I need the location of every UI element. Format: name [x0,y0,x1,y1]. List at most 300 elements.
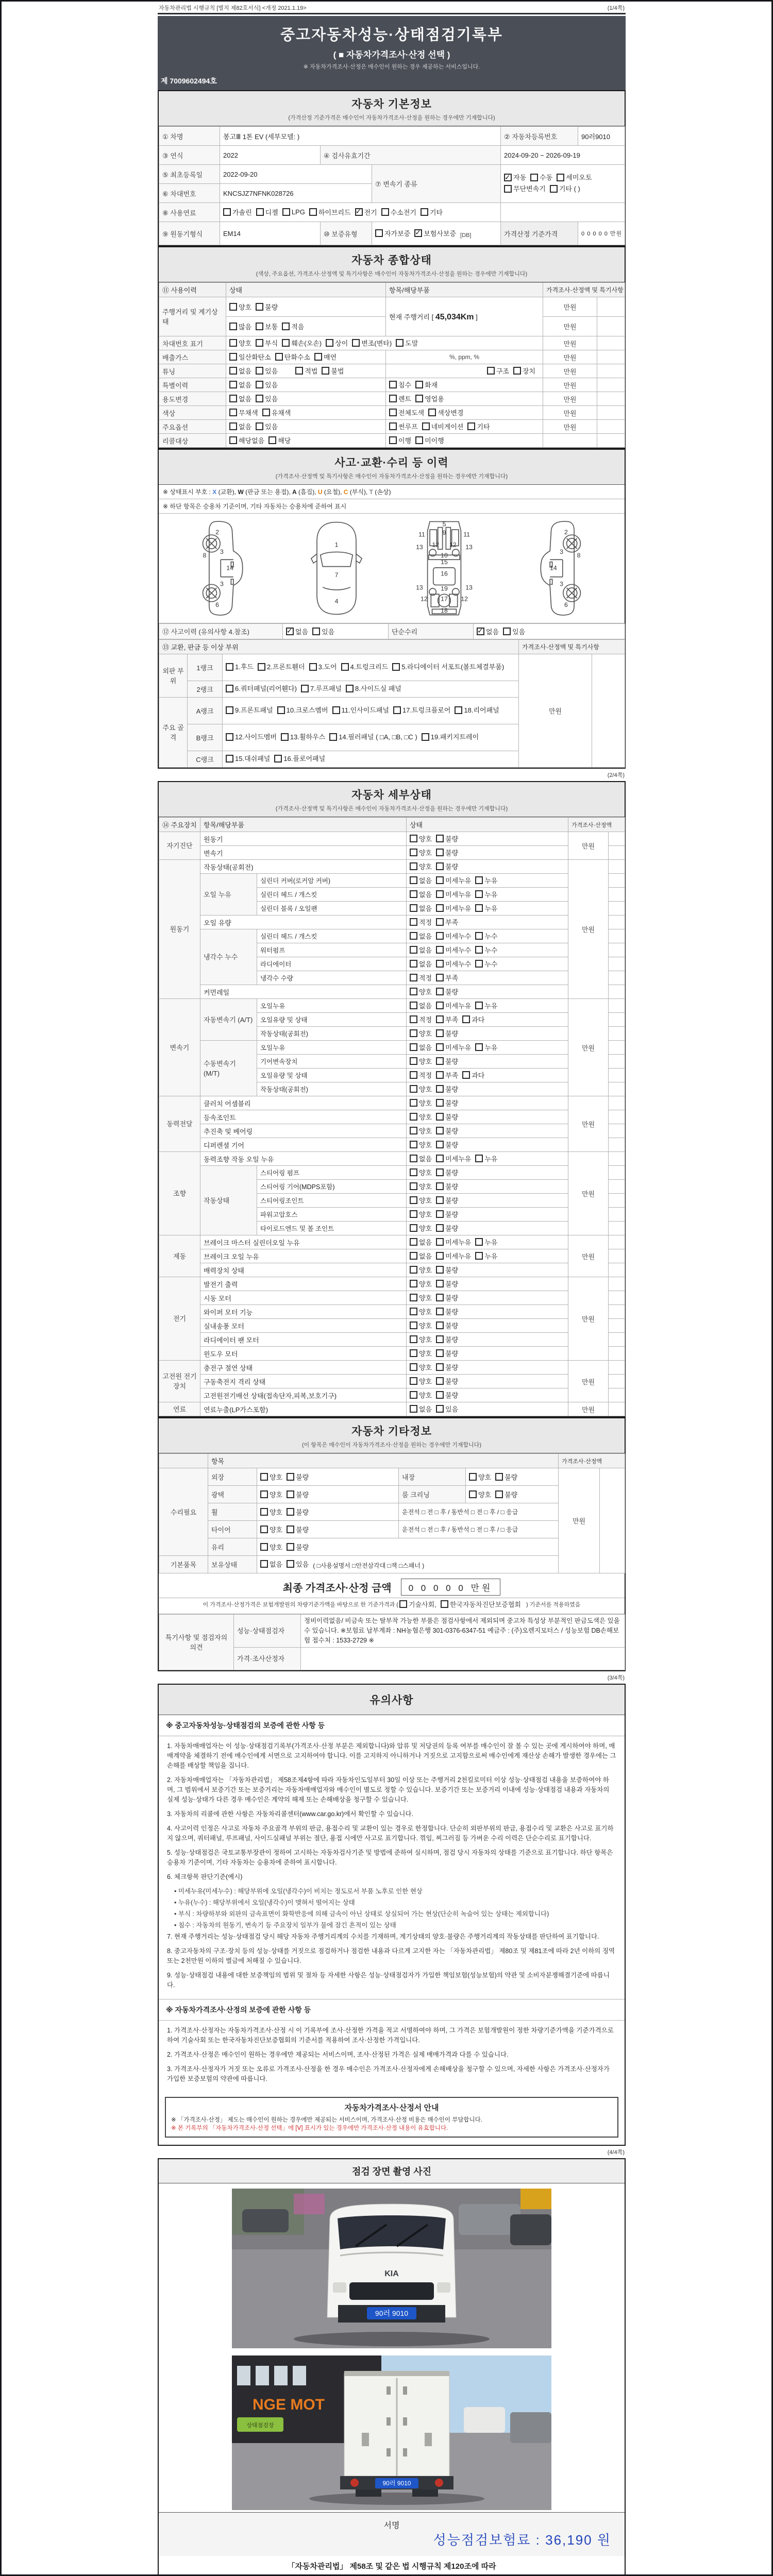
checkbox[interactable] [475,946,483,954]
checkbox[interactable] [530,174,538,181]
checkbox[interactable] [260,1560,268,1568]
label-warranty: ⑩ 보증유형 [321,222,372,245]
checkbox[interactable] [410,862,417,870]
cautions-list-2 [159,2021,625,2093]
checkbox[interactable] [260,1526,268,1533]
checkbox-label: 유채색 [271,409,291,417]
checkbox-label: 누유 [484,1044,498,1052]
checkbox[interactable] [436,1015,444,1023]
blank-cell [609,943,625,957]
checkbox[interactable] [410,1210,417,1218]
checkbox[interactable] [436,1335,444,1343]
checkbox[interactable] [410,918,417,926]
detail-col-device: ⑭ 주요장치 [159,818,200,832]
final-price-note [159,1598,625,1614]
checkbox[interactable] [436,1280,444,1287]
checkbox[interactable] [475,1252,483,1260]
detail-item-label: 오일유량 및 상태 [257,1069,407,1082]
checkbox[interactable] [477,628,484,635]
checkbox[interactable] [355,208,363,216]
detail-state-options [407,1194,568,1208]
checkbox[interactable] [410,1168,417,1176]
exterior-options [257,1468,399,1486]
checkbox-label: 13.휠하우스 [290,733,326,741]
checkbox[interactable] [410,1057,417,1065]
checkbox-option [436,1293,458,1302]
checkbox[interactable] [410,1182,417,1190]
checkbox[interactable] [256,303,263,311]
checkbox[interactable] [436,1321,444,1329]
row-tuning-label: 튜닝 [159,364,226,378]
checkbox[interactable] [410,960,417,968]
checkbox[interactable] [282,208,290,216]
checkbox[interactable] [436,835,444,842]
checkbox[interactable] [389,409,397,416]
checkbox[interactable] [322,367,329,375]
checkbox[interactable] [504,185,512,193]
checkbox[interactable] [229,381,237,388]
checkbox[interactable] [410,1335,417,1343]
checkbox-option [436,987,458,996]
checkbox[interactable] [287,1526,294,1533]
checkbox-label: 없음 [295,628,309,636]
checkbox[interactable] [410,1349,417,1357]
checkbox[interactable] [436,918,444,926]
checkbox-label: 있음 [265,381,278,389]
checkbox-label: 양호 [270,1508,283,1516]
checkbox[interactable] [229,395,237,402]
checkbox[interactable] [436,1349,444,1357]
checkbox[interactable] [436,1308,444,1315]
checkbox[interactable] [410,1085,417,1093]
checkbox[interactable] [421,208,428,216]
checkbox-label: 불량 [445,1350,459,1358]
checkbox[interactable] [495,1490,503,1498]
checkbox[interactable] [495,1473,503,1481]
checkbox[interactable] [410,1043,417,1051]
checkbox[interactable] [346,685,354,692]
checkbox[interactable] [410,890,417,898]
checkbox[interactable] [436,862,444,870]
checkbox[interactable] [410,1113,417,1121]
checkbox-option [410,1084,432,1094]
checkbox[interactable] [469,1490,477,1498]
checkbox[interactable] [309,208,317,216]
checkbox[interactable] [410,1029,417,1037]
checkbox[interactable] [309,663,317,671]
checkbox-label: 양호 [270,1473,283,1481]
checkbox[interactable] [436,988,444,995]
checkbox[interactable] [441,1600,448,1608]
document-title: 중고자동차성능·상태점검기록부 [280,27,503,43]
checkbox[interactable] [229,323,237,330]
caution-paragraph: • 미세누유(미세누수) : 해당부위에 오일(냉각수)이 비치는 정도로서 부품 노후로 인한 현상 [174,1888,423,1895]
checkbox[interactable] [436,1057,444,1065]
checkbox[interactable] [436,960,444,968]
detail-row [159,860,625,874]
checkbox[interactable] [260,1473,268,1481]
checkbox-option [436,1014,458,1024]
cautions-section [158,1684,626,2146]
checkbox[interactable] [226,755,233,762]
checkbox[interactable] [410,904,417,912]
checkbox[interactable] [503,628,511,635]
checkbox[interactable] [475,1002,483,1009]
checkbox-label: 영업용 [425,395,444,403]
checkbox[interactable] [415,395,423,402]
checkbox[interactable] [410,1099,417,1107]
checkbox[interactable] [256,208,264,216]
checkbox[interactable] [487,367,495,375]
checkbox[interactable] [422,422,430,430]
checkbox[interactable] [475,876,483,884]
checkbox[interactable] [410,1252,417,1260]
checkbox[interactable] [410,1363,417,1371]
checkbox-label: 이행 [398,437,412,445]
checkbox[interactable] [396,339,404,347]
checkbox[interactable] [475,1155,483,1162]
checkbox[interactable] [410,835,417,842]
checkbox[interactable] [436,1168,444,1176]
checkbox[interactable] [268,436,276,444]
checkbox[interactable] [260,1508,268,1516]
checkbox[interactable] [436,1391,444,1399]
checkbox[interactable] [475,932,483,940]
checkbox[interactable] [467,422,475,430]
checkbox[interactable] [475,960,483,968]
checkbox-label: 있음 [322,628,335,636]
checkbox[interactable] [332,706,340,714]
checkbox[interactable] [410,1238,417,1246]
checkbox-label: 누수 [484,933,498,940]
checkbox-label: 기타 [477,423,490,431]
checkbox[interactable] [469,1473,477,1481]
inspector-comment: 정비이력없음/ 비금속 또는 탈부착 가능한 부품은 점검사항에서 제외되며 중고차 특성상 부분적인 판금도색은 있을 수 있습니다. ※보험료 납부계좌 : NH농협은행 301-0376-6347-51 예금주 : (주)오렌지모터스 / 성능보험 DB손해보험 접수처 : 1533-2729 ※ [301,1615,625,1648]
checkbox[interactable] [277,706,285,714]
checkbox[interactable] [410,1280,417,1287]
detail-col-state: 상태 [407,818,568,832]
checkbox[interactable] [256,381,263,388]
checkbox[interactable] [410,1015,417,1023]
value-car-name: 봉고Ⅲ 1톤 EV (세부모델: ) [220,127,501,146]
checkbox[interactable] [410,1405,417,1413]
checkbox[interactable] [436,876,444,884]
checkbox[interactable] [436,1029,444,1037]
detail-item-label: 실린더 헤드 / 개스킷 [257,888,407,902]
checkbox-label: 양호 [419,988,432,996]
checkbox[interactable] [436,1266,444,1274]
mileage-state-options [226,297,386,317]
option-kind-options [386,420,543,434]
checkbox-option [410,1362,432,1372]
checkbox-label: 양호 [270,1490,283,1499]
checkbox[interactable] [410,1155,417,1162]
checkbox[interactable] [415,436,423,444]
checkbox[interactable] [256,367,263,375]
checkbox[interactable] [436,1127,444,1134]
checkbox-label: 누유 [484,891,498,899]
checkbox[interactable] [258,663,265,671]
transmission-options [501,165,625,203]
checkbox[interactable] [287,1543,294,1551]
checkbox[interactable] [229,409,237,416]
divider [158,13,626,14]
checkbox[interactable] [226,733,233,741]
checkbox[interactable] [229,422,237,430]
checkbox[interactable] [389,436,397,444]
checkbox[interactable] [436,890,444,898]
checkbox[interactable] [256,395,263,402]
checkbox[interactable] [410,1196,417,1204]
svg-text:15: 15 [440,558,448,566]
detail-item-label: 원동기 [200,832,407,846]
checkbox[interactable] [436,1224,444,1232]
checkbox[interactable] [329,733,337,741]
cautions-list-1 [159,1736,625,1999]
detail-state-options [407,1110,568,1124]
checkbox-label: 적정 [419,919,432,926]
checkbox[interactable] [475,904,483,912]
checkbox[interactable] [256,339,263,347]
checkbox[interactable] [381,208,389,216]
svg-text:12: 12 [461,595,468,603]
detail-state-options [407,1041,568,1055]
checkbox-label: 불량 [445,835,459,843]
emission-units: %, ppm, % [386,350,543,364]
checkbox[interactable] [410,974,417,981]
checkbox-label: 양호 [419,1197,432,1205]
confirm-line-1: 「자동차관리법」 제58조 및 같은 법 시행규칙 제120조에 따라 [287,2562,496,2571]
checkbox[interactable] [410,932,417,940]
checkbox-option [475,889,497,899]
detail-state-options [407,1027,568,1041]
checkbox[interactable] [436,1002,444,1009]
checkbox[interactable] [436,1252,444,1260]
checkbox[interactable] [475,890,483,898]
checkbox-option [436,1376,458,1386]
checkbox[interactable] [282,323,290,330]
checkbox[interactable] [415,381,423,388]
checkbox-label: 누수 [484,960,498,968]
checkbox[interactable] [256,323,263,330]
checkbox-option [223,207,252,217]
checkbox[interactable] [410,1141,417,1148]
svg-text:8: 8 [203,551,207,559]
checkbox[interactable] [410,1391,417,1399]
money-cell: 만원 [568,999,609,1096]
checkbox-option [410,1056,432,1066]
checkbox-option [410,1320,432,1330]
checkbox-label: 불량 [445,1099,459,1107]
checkbox[interactable] [352,339,360,347]
checkbox[interactable] [229,339,237,347]
checkbox[interactable] [312,628,320,635]
checkbox-label: 한국자동차진단보증협회 [449,1601,521,1608]
checkbox[interactable] [262,409,270,416]
checkbox[interactable] [436,904,444,912]
legend-segment: A [292,488,297,496]
checkbox[interactable] [389,422,397,430]
checkbox[interactable] [229,303,237,311]
svg-text:14: 14 [550,564,557,572]
checkbox-option [226,705,273,715]
checkbox[interactable] [314,353,322,361]
checkbox[interactable] [287,1560,294,1568]
checkbox-option [436,1334,458,1344]
checkbox[interactable] [282,339,290,347]
checkbox[interactable] [436,1238,444,1246]
checkbox[interactable] [410,1127,417,1134]
checkbox[interactable] [229,353,237,361]
warranty-note: [DB] [460,232,472,239]
checkbox[interactable] [550,185,558,193]
checkbox[interactable] [504,174,512,181]
checkbox[interactable] [375,229,383,237]
checkbox[interactable] [410,1377,417,1385]
checkbox-option [410,1376,432,1386]
detail-item-label: 등속조인트 [200,1110,407,1124]
checkbox[interactable] [410,1224,417,1232]
device-group-label: 원동기 [159,860,200,999]
svg-text:2: 2 [564,529,568,536]
checkbox[interactable] [287,1508,294,1516]
checkbox[interactable] [229,436,237,444]
checkbox[interactable] [436,946,444,954]
checkbox[interactable] [260,1543,268,1551]
checkbox[interactable] [223,208,231,216]
checkbox[interactable] [410,876,417,884]
checkbox[interactable] [475,1043,483,1051]
checkbox[interactable] [410,1294,417,1301]
checkbox[interactable] [393,706,401,714]
checkbox[interactable] [226,685,233,692]
checkbox[interactable] [436,1377,444,1385]
device-group-label: 전기 [159,1277,200,1361]
detail-table [159,817,625,1416]
detail-state-options [407,902,568,916]
checkbox[interactable] [287,1473,294,1481]
checkbox[interactable] [256,422,263,430]
checkbox-option [475,1237,497,1247]
svg-text:3: 3 [560,548,564,556]
checkbox[interactable] [389,395,397,402]
blank-cell [597,392,625,406]
detail-state-options [407,832,568,846]
label-fuel: ⑧ 사용연료 [159,203,220,222]
checkbox-option [436,1001,471,1010]
checkbox[interactable] [226,663,233,671]
checkbox[interactable] [287,1490,294,1498]
checkbox[interactable] [436,849,444,856]
checkbox-label: 장치 [522,367,535,375]
checkbox[interactable] [410,1002,417,1009]
checkbox[interactable] [275,353,283,361]
checkbox[interactable] [436,932,444,940]
checkbox[interactable] [389,381,397,388]
checkbox-option [428,408,463,417]
checkbox[interactable] [436,1099,444,1107]
checkbox[interactable] [410,988,417,995]
checkbox[interactable] [436,1363,444,1371]
checkbox-option [436,1348,458,1358]
device-group-label: 동력전달 [159,1096,200,1152]
checkbox[interactable] [399,1600,407,1608]
checkbox[interactable] [410,946,417,954]
checkbox[interactable] [436,1405,444,1413]
checkbox-option [436,959,471,969]
checkbox-label: 누유 [484,1239,498,1246]
checkbox[interactable] [281,733,289,741]
checkbox[interactable] [410,1308,417,1315]
detail-state-options [407,1319,568,1333]
checkbox[interactable] [410,849,417,856]
checkbox-label: 무채색 [239,409,258,417]
form-rule-note: 자동차관리법 시행규칙 [별지 제82호서식] <개정 2021.1.19> [159,5,307,11]
checkbox-label: LPG [291,208,305,216]
blank-cell [597,434,625,448]
checkbox[interactable] [436,1196,444,1204]
checkbox[interactable] [260,1490,268,1498]
caution-paragraph: 2. 자동차매매업자는 「자동차관리법」 제58조제4항에 따라 자동차인도일부터 30일 이상 또는 주행거리 2천킬로미터 이상 성능·상태점검 내용을 보증하여야 하며, 그 범위에서 보증기간 또는 보증거리는 자동차매매업자와 매수인이 별도로 정할 수 있습니다. 보증기간 또는 보증거리 이내에 성능·상태점검 내용과 자동차의 실제 성능·상태가 다른 경우 매수인은 계약의 해제 또는 손해배상을 청구할 수 있습니다. [167,1776,610,1803]
checkbox[interactable] [229,367,237,375]
checkbox[interactable] [410,1266,417,1274]
checkbox[interactable] [326,339,333,347]
checkbox[interactable] [475,1238,483,1246]
checkbox[interactable] [286,628,294,635]
checkbox[interactable] [392,663,400,671]
checkbox[interactable] [301,685,309,692]
checkbox[interactable] [226,706,233,714]
svg-text:13: 13 [415,544,423,551]
checkbox-option [436,1084,458,1094]
checkbox[interactable] [274,755,282,762]
detail-subgroup-label: 자동변속기 (A/T) [200,999,257,1041]
checkbox[interactable] [462,1071,470,1079]
checkbox-label: 양호 [419,1211,432,1218]
summary-col-item: 항목/해당부품 [386,283,543,297]
checkbox[interactable] [513,367,521,375]
checkbox[interactable] [436,1043,444,1051]
checkbox[interactable] [295,367,303,375]
checkbox[interactable] [341,663,349,671]
checkbox[interactable] [422,733,429,741]
checkbox[interactable] [436,1113,444,1121]
svg-text:14: 14 [226,564,233,572]
checkbox[interactable] [436,1210,444,1218]
detail-row [159,1402,625,1416]
checkbox-label: 해당 [278,437,291,445]
final-price-amount: 0 0 0 0 0 만원 [401,1579,501,1596]
checkbox[interactable] [410,1071,417,1079]
money-cell: 만원 [543,406,597,420]
tuning-kind-options [386,364,543,378]
checkbox[interactable] [436,1182,444,1190]
checkbox[interactable] [436,1155,444,1162]
interior-options [466,1468,559,1486]
checkbox[interactable] [462,1015,470,1023]
checkbox[interactable] [455,706,462,714]
checkbox[interactable] [436,1085,444,1093]
checkbox[interactable] [436,1071,444,1079]
checkbox[interactable] [557,174,564,181]
checkbox[interactable] [436,1294,444,1301]
checkbox[interactable] [436,1141,444,1148]
checkbox[interactable] [428,409,436,416]
checkbox[interactable] [410,1321,417,1329]
checkbox[interactable] [436,974,444,981]
checkbox[interactable] [414,229,422,237]
label-base-price: 가격산정 기준가격 [501,222,578,245]
